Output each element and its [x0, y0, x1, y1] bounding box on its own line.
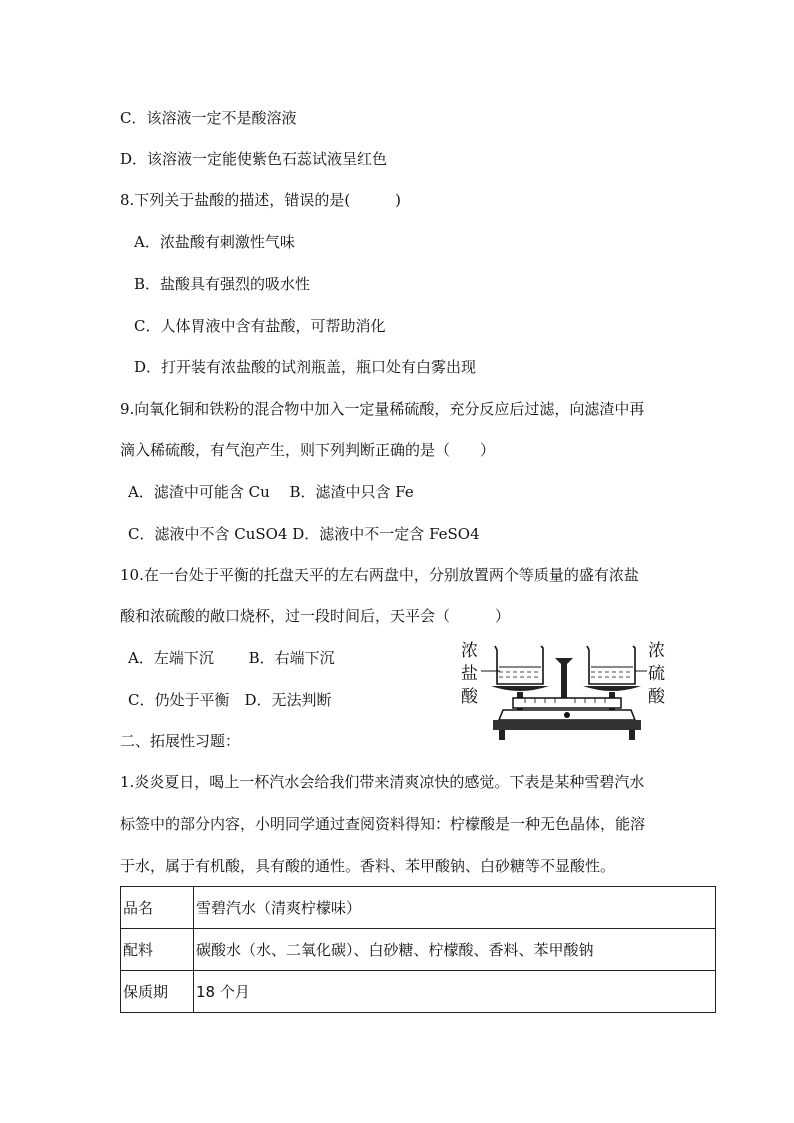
question-10-line2: 酸和浓硫酸的敞口烧杯，过一段时间后，天平会（ ）	[120, 607, 511, 625]
table-row	[121, 929, 716, 971]
q9-options-ab: A．滤渣中可能含 Cu B．滤渣中只含 Fe	[128, 483, 414, 501]
table-value-ingredients: 碳酸水（水、二氧化碳）、白砂糖、柠檬酸、香料、苯甲酸钠	[194, 929, 716, 971]
q10-options-ab: A．左端下沉 B．右端下沉	[128, 649, 335, 667]
balance-lower-base	[493, 720, 641, 730]
question-9-line2: 滴入稀硫酸，有气泡产生，则下列判断正确的是（ ）	[120, 441, 496, 459]
right-label-char-2: 硫	[648, 664, 665, 684]
left-foot	[499, 730, 505, 740]
left-label-char-1: 浓	[461, 641, 478, 661]
extension-q1-line1: 1.炎炎夏日，喝上一杯汽水会给我们带来清爽凉快的感觉。下表是某种雪碧汽水	[120, 773, 645, 791]
left-label-char-2: 盐	[461, 664, 478, 684]
option-d-prev: D．该溶液一定能使紫色石蕊试液呈红色	[120, 150, 388, 168]
table-key-ingredients: 配料	[121, 929, 194, 971]
table-row	[121, 971, 716, 1013]
table-key-shelf-life: 保质期	[121, 971, 194, 1013]
right-foot	[629, 730, 635, 740]
q10-options-cd: C．仍处于平衡 D．无法判断	[128, 691, 332, 709]
left-label-char-3: 酸	[461, 687, 478, 707]
section-heading: 二、拓展性习题：	[120, 732, 241, 750]
ingredient-table	[120, 886, 716, 1013]
question-9-line1: 9.向氧化铜和铁粉的混合物中加入一定量稀硫酸，充分反应后过滤，向滤渣中再	[120, 400, 645, 418]
left-beaker	[495, 646, 543, 684]
q8-option-c: C．人体胃液中含有盐酸，可帮助消化	[134, 317, 386, 335]
q8-option-d: D．打开装有浓盐酸的试剂瓶盖，瓶口处有白雾出现	[134, 358, 477, 376]
right-beaker	[587, 646, 635, 684]
table-value-name: 雪碧汽水（清爽柠檬味）	[194, 887, 716, 929]
left-pan	[491, 686, 549, 691]
extension-q1-line2: 标签中的部分内容，小明同学通过查阅资料得知：柠檬酸是一种无色晶体，能溶	[120, 815, 646, 833]
right-label-char-3: 酸	[648, 687, 665, 707]
right-label-char-1: 浓	[648, 641, 665, 661]
question-10-line1: 10.在一台处于平衡的托盘天平的左右两盘中，分别放置两个等质量的盛有浓盐	[120, 566, 639, 584]
q9-options-cd: C．滤液中不含 CuSO4 D．滤液中不一定含 FeSO4	[128, 525, 480, 543]
table-value-shelf-life: 18 个月	[194, 971, 716, 1013]
table-row	[121, 887, 716, 929]
q8-option-b: B．盐酸具有强烈的吸水性	[134, 275, 311, 293]
extension-q1-line3: 于水，属于有机酸，具有酸的通性。香料、苯甲酸钠、白砂糖等不显酸性。	[120, 857, 616, 875]
option-c-prev	[120, 108, 296, 128]
question-8: 8.下列关于盐酸的描述，错误的是( )	[120, 191, 402, 209]
q8-option-a: A．浓盐酸有刺激性气味	[134, 233, 295, 251]
table-key-name: 品名	[121, 887, 194, 929]
pointer-post	[555, 658, 573, 698]
adjust-knob	[564, 712, 570, 718]
right-pan	[583, 686, 641, 691]
option-c-prev-text: C．该溶液一定不是酸溶液	[120, 109, 297, 127]
balance-scale-figure	[455, 636, 675, 748]
